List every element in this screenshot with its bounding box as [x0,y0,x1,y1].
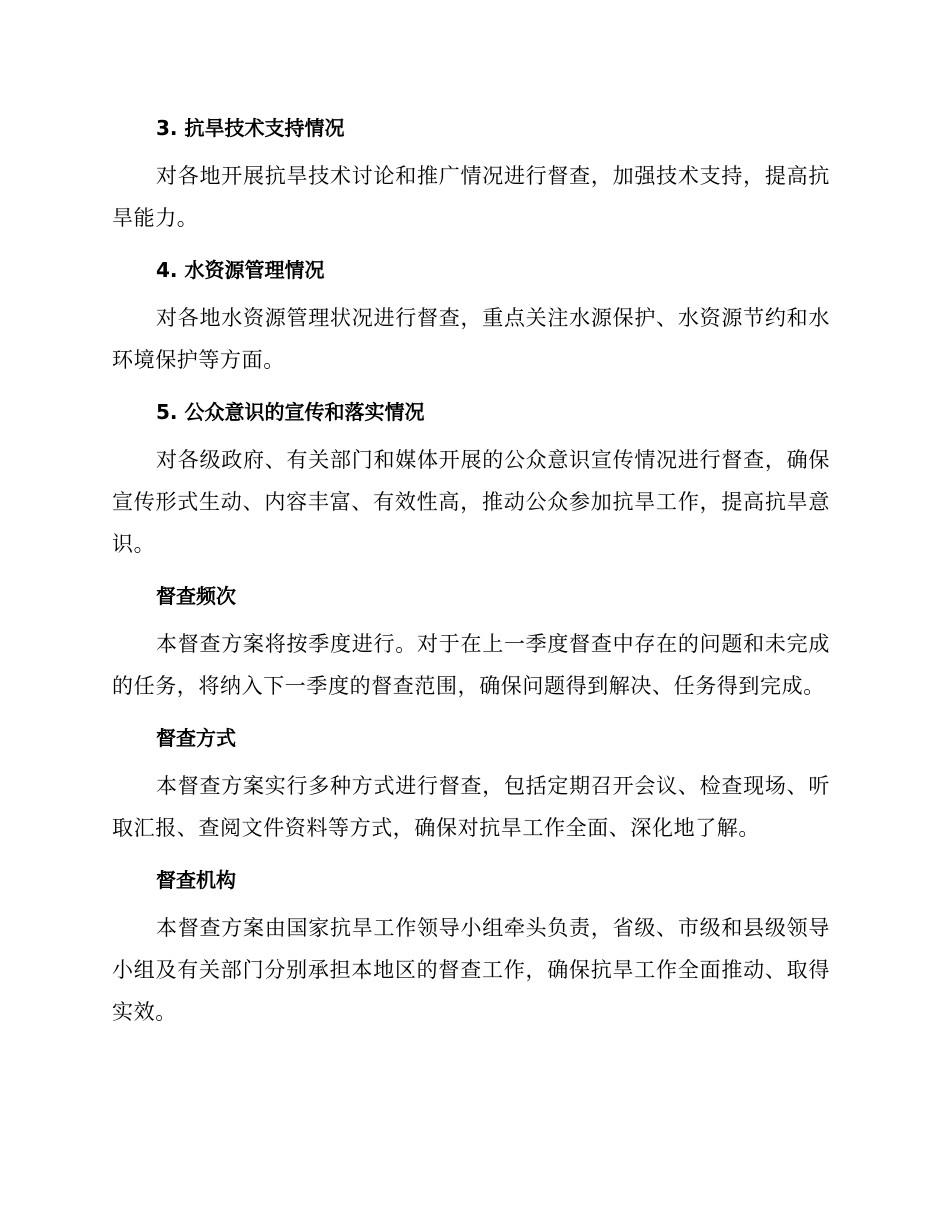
section-heading: 督查机构 [156,868,236,892]
document-body [112,113,830,1049]
section-organization [112,865,830,1033]
section-heading: 5. 公众意识的宣传和落实情况 [156,400,425,424]
section-heading: 督查频次 [156,584,236,608]
section-tech-support [112,113,830,239]
section-paragraph: 本督查方案实行多种方式进行督查，包括定期召开会议、检查现场、听取汇报、查阅文件资料等方式，确保对抗旱工作全面、深化地了解。 [112,774,830,840]
section-frequency [112,581,830,707]
section-heading: 3. 抗旱技术支持情况 [156,116,345,140]
section-public-awareness [112,397,830,565]
section-method [112,723,830,849]
section-water-management [112,255,830,381]
section-paragraph: 对各级政府、有关部门和媒体开展的公众意识宣传情况进行督查，确保宣传形式生动、内容丰富、有效性高，推动公众参加抗旱工作，提高抗旱意识。 [112,448,830,556]
section-heading: 4. 水资源管理情况 [156,258,325,282]
section-heading: 督查方式 [156,726,236,750]
section-paragraph: 对各地开展抗旱技术讨论和推广情况进行督查，加强技术支持，提高抗旱能力。 [112,164,830,230]
section-paragraph: 对各地水资源管理状况进行督查，重点关注水源保护、水资源节约和水环境保护等方面。 [112,306,830,372]
section-paragraph: 本督查方案由国家抗旱工作领导小组牵头负责，省级、市级和县级领导小组及有关部门分别承担本地区的督查工作，确保抗旱工作全面推动、取得实效。 [112,916,830,1024]
section-paragraph: 本督查方案将按季度进行。对于在上一季度督查中存在的问题和未完成的任务，将纳入下一季度的督查范围，确保问题得到解决、任务得到完成。 [112,632,830,698]
